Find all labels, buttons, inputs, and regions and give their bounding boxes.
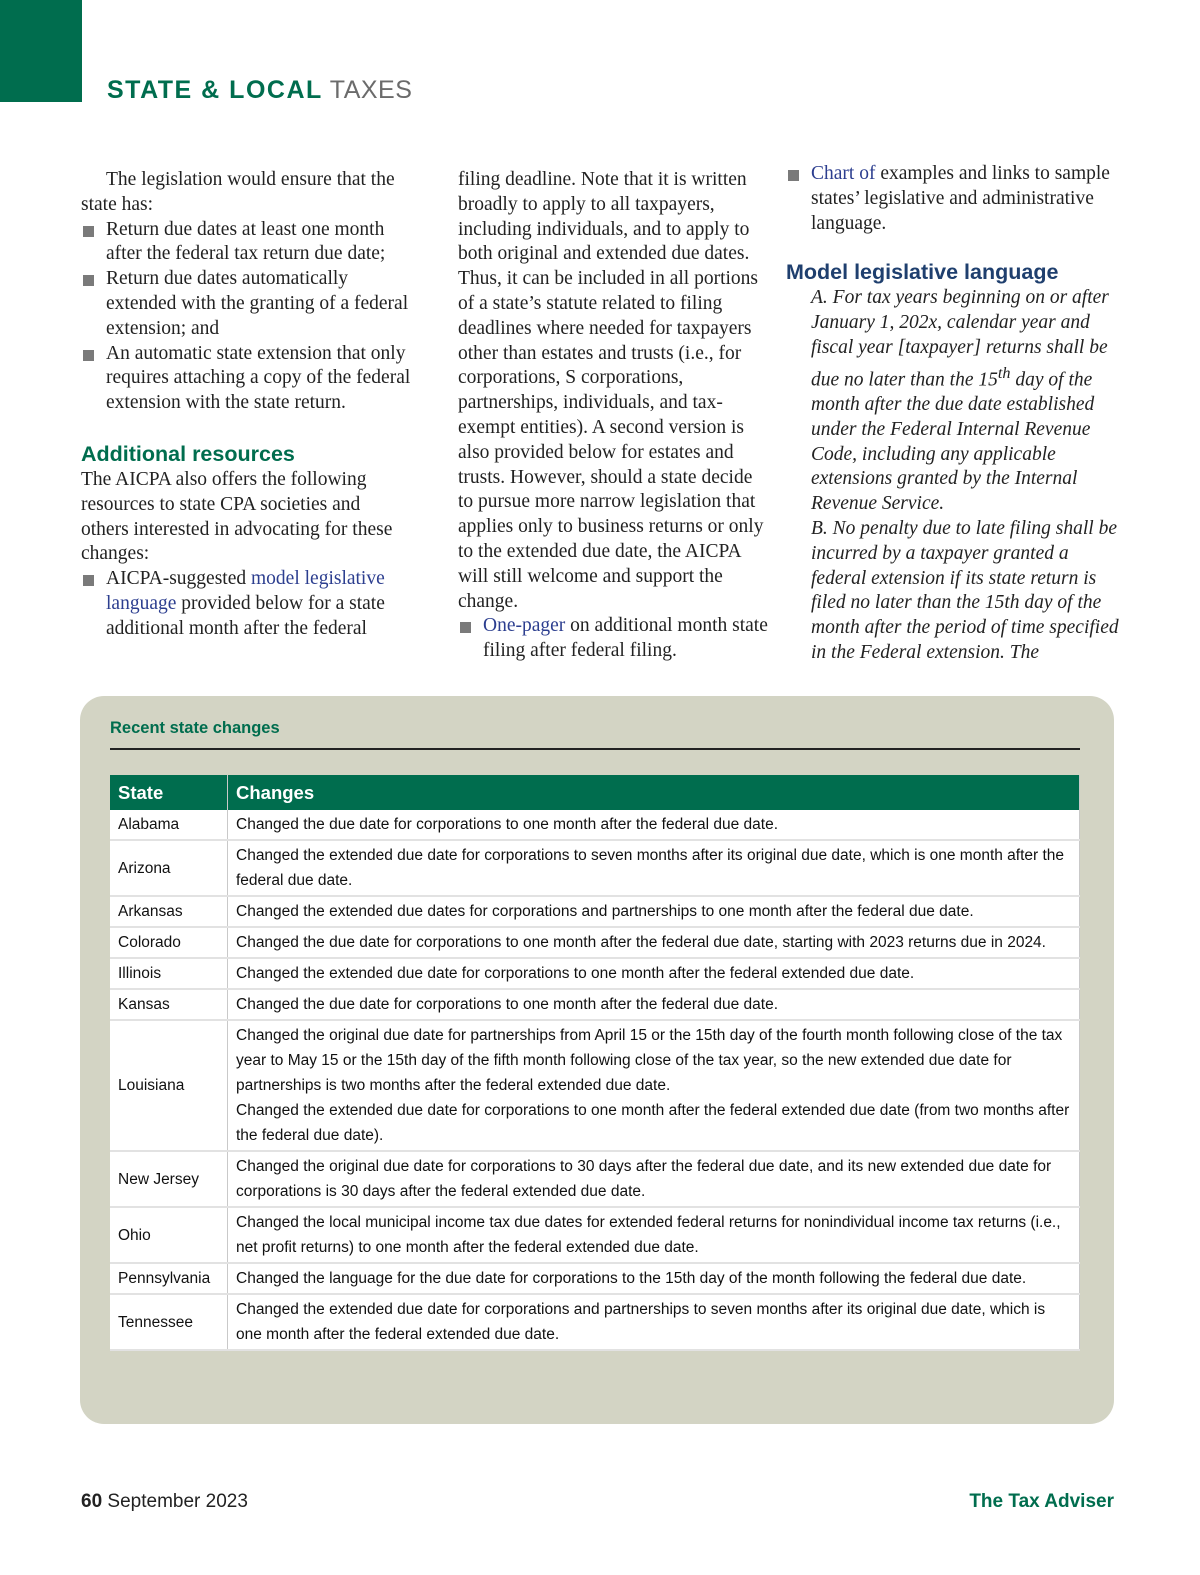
paragraph-a-text: day of the month after the due date established under the Federal Internal Revenue Code, including any applicable extensions granted by the Internal Revenue Service. (811, 369, 1095, 515)
section-title-bold: STATE & LOCAL (107, 76, 323, 104)
model-paragraph-a (811, 286, 1121, 517)
list-item-text: AICPA-suggested (106, 568, 251, 590)
list-item-text: Return due dates at least one month after the federal tax return due date; (106, 218, 386, 265)
superscript: th (997, 363, 1011, 382)
state-cell: Arkansas (110, 896, 228, 927)
model-paragraph-b: B. No penalty due to late filing shall be incurred by a taxpayer granted a federal extension if its state return is filed no later than the 15th day of the month after the period of time specified in the Federal extension. The (811, 518, 1119, 664)
change-text: Changed the due date for corporations to one month after the federal due date, starting with 2023 returns due in 2024. (236, 934, 1046, 951)
table-body (110, 810, 1080, 1350)
column-1 (81, 168, 411, 642)
change-text: Changed the extended due date for corporations to seven months after its original due date, which is one month after the federal due date. (236, 847, 1065, 889)
change-text: Changed the local municipal income tax due dates for extended federal returns for nonindividual income tax returns (i.e., net profit returns) to one month after the federal extended due date. (236, 1214, 1061, 1256)
state-cell: Ohio (110, 1207, 228, 1263)
bullet-square-icon (460, 622, 471, 633)
publication-name: The Tax Adviser (969, 1491, 1114, 1512)
changes-cell (228, 896, 1080, 927)
table-row (110, 896, 1080, 927)
change-text: Changed the due date for corporations to one month after the federal due date. (236, 996, 779, 1013)
column-2 (458, 168, 768, 664)
list-item (81, 218, 411, 268)
table-row (110, 958, 1080, 989)
list-item-text: on additional month state filing after federal filing. (483, 615, 768, 662)
footer-page-info (81, 1491, 248, 1513)
changes-cell (228, 1263, 1080, 1294)
table-row (110, 1207, 1080, 1263)
state-cell: New Jersey (110, 1151, 228, 1207)
changes-cell (228, 989, 1080, 1020)
changes-cell (228, 810, 1080, 840)
change-text: Changed the extended due date for corporations to one month after the federal extended due date (from two months after the federal due date). (236, 1102, 1070, 1144)
bullet-square-icon (83, 575, 94, 586)
section-color-tab (0, 0, 82, 102)
intro-paragraph: The legislation would ensure that the state has: (81, 169, 395, 215)
list-item (458, 614, 768, 664)
table-row (110, 1294, 1080, 1350)
change-text: Changed the language for the due date for corporations to the 15th day of the month following the federal due date. (236, 1270, 1027, 1287)
title-divider (110, 748, 1080, 750)
one-pager-link[interactable]: One-pager (483, 615, 566, 637)
table-row (110, 927, 1080, 958)
list-item (81, 567, 411, 641)
state-cell: Colorado (110, 927, 228, 958)
model-language-text (786, 286, 1121, 665)
page-number: 60 (81, 1491, 103, 1512)
list-item-text: An automatic state extension that only requires attaching a copy of the federal extension with the state return. (106, 342, 411, 414)
bullet-square-icon (83, 350, 94, 361)
state-cell: Louisiana (110, 1020, 228, 1151)
changes-cell (228, 1151, 1080, 1207)
table-row (110, 1151, 1080, 1207)
state-changes-table (110, 775, 1080, 1351)
list-item-text: Return due dates automatically extended with the granting of a federal extension; and (106, 268, 409, 339)
bullet-square-icon (788, 170, 799, 181)
issue-date: September 2023 (107, 1491, 248, 1512)
change-text: Changed the original due date for corporations to 30 days after the federal due date, and its new extended due date for corporations is 30 days after the federal extended due date. (236, 1158, 1052, 1200)
body-paragraph: filing deadline. Note that it is written broadly to apply to all taxpayers, including individuals, and to apply to both original and extended due dates. Thus, it can be included in all portions of a state’s statute related to filing deadlines where needed for taxpayers other than estates and trusts (i.e., for corporations, S corporations, partnerships, individuals, and tax-exempt entities). A second version is also provided below for estates and trusts. However, should a state decide to pursue more narrow legislation that applies only to business returns or only to the extended due date, the AICPA will still welcome and support the change. (458, 169, 764, 612)
table-row (110, 1020, 1080, 1151)
list-item (81, 342, 411, 416)
chart-of-link[interactable]: Chart of (811, 163, 876, 184)
change-text: Changed the due date for corporations to one month after the federal due date. (236, 816, 779, 833)
change-text: Changed the original due date for partnerships from April 15 or the 15th day of the fourth month following close of the tax year to May 15 or the 15th day of the fifth month following close of the tax year, so the new extended due date for partnerships is two months after the federal extended due date. (236, 1027, 1063, 1094)
section-header (107, 76, 412, 105)
table-row (110, 810, 1080, 840)
changes-cell (228, 927, 1080, 958)
column-header-state: State (110, 775, 228, 810)
column-header-changes: Changes (228, 775, 1080, 810)
section-title-light: TAXES (329, 76, 413, 104)
state-cell: Arizona (110, 840, 228, 896)
change-text: Changed the extended due date for corporations and partnerships to seven months after its original due date, which is one month after the federal extended due date. (236, 1301, 1046, 1343)
table-row (110, 1263, 1080, 1294)
change-text: Changed the extended due date for corporations to one month after the federal extended due date. (236, 965, 915, 982)
list-item (786, 162, 1121, 236)
additional-resources-heading: Additional resources (81, 441, 295, 466)
state-cell: Tennessee (110, 1294, 228, 1350)
changes-cell (228, 1207, 1080, 1263)
list-item-text: provided below for a state additional month after the federal (106, 592, 385, 639)
changes-cell (228, 1294, 1080, 1350)
change-text: Changed the extended due dates for corporations and partnerships to one month after the federal due date. (236, 903, 974, 920)
changes-cell (228, 1020, 1080, 1151)
recent-state-changes-box (80, 696, 1114, 1424)
state-cell: Illinois (110, 958, 228, 989)
bullet-square-icon (83, 275, 94, 286)
table-row (110, 840, 1080, 896)
state-cell: Alabama (110, 810, 228, 840)
column-3 (786, 162, 1121, 666)
bullet-square-icon (83, 226, 94, 237)
resources-intro: The AICPA also offers the following resources to state CPA societies and others interested in advocating for these changes: (81, 468, 393, 565)
state-cell: Kansas (110, 989, 228, 1020)
paragraph-a-text: A. For tax years beginning on or after January 1, 202x, calendar year and fiscal year [taxpayer] returns shall be due no later than the 15 (811, 287, 1109, 391)
table-header-row (110, 775, 1080, 810)
changes-cell (228, 958, 1080, 989)
model-legislative-language-heading: Model legislative language (786, 260, 1059, 285)
table-title: Recent state changes (110, 719, 280, 737)
list-item (81, 267, 411, 341)
model-legislative-language-link[interactable]: model legislative language (106, 568, 385, 614)
table-row (110, 989, 1080, 1020)
list-item-text: examples and links to sample states’ legislative and administrative language. (811, 163, 1110, 234)
changes-cell (228, 840, 1080, 896)
state-cell: Pennsylvania (110, 1263, 228, 1294)
